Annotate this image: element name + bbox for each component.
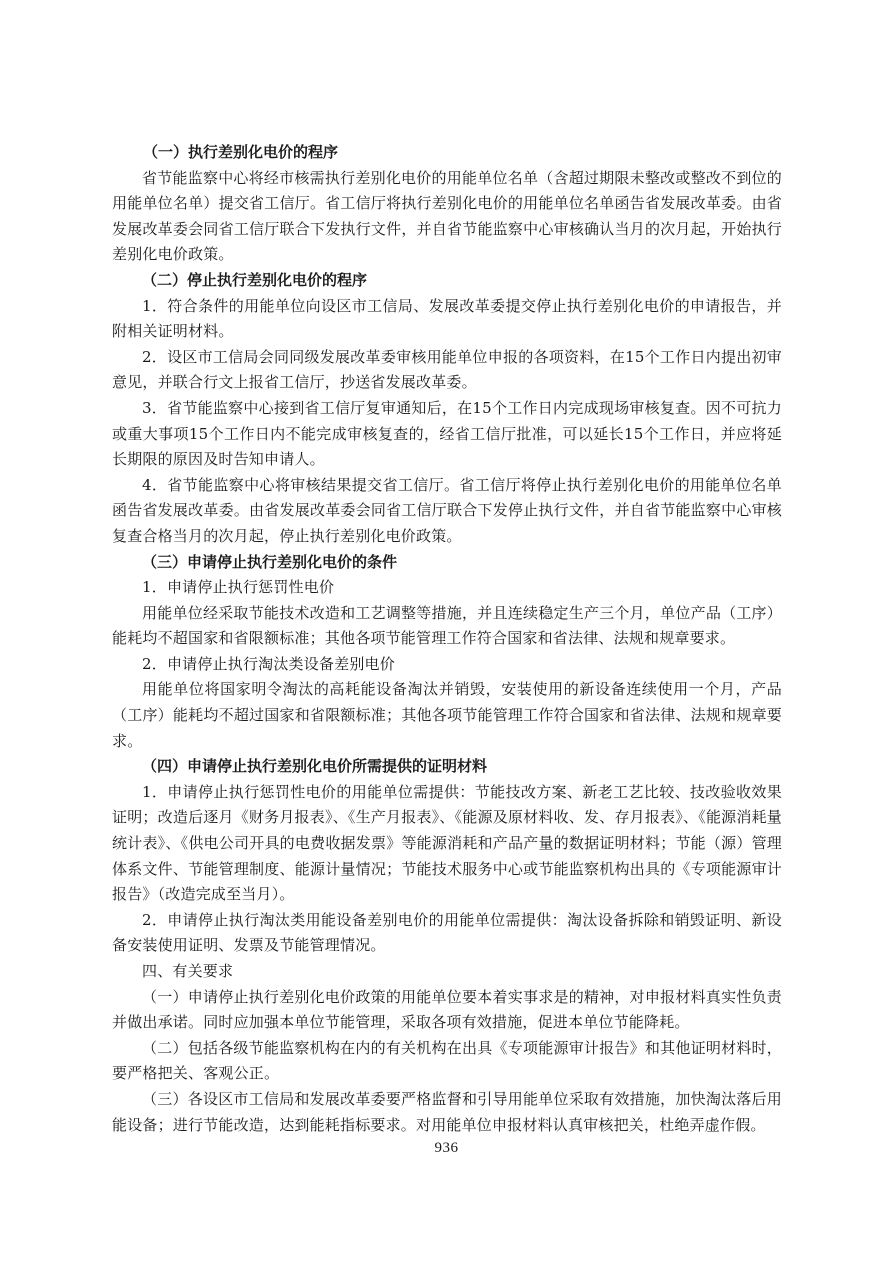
- paragraph: （一）申请停止执行差别化电价政策的用能单位要本着实事求是的精神，对申报材料真实性负责并做出承诺。同时应加强本单位节能管理，采取各项有效措施，促进本单位节能降耗。: [112, 987, 782, 1032]
- document-body: [112, 140, 782, 1138]
- paragraph: 用能单位经采取节能技术改造和工艺调整等措施，并且连续稳定生产三个月，单位产品（工序）能耗均不超国家和省限额标准；其他各项节能管理工作符合国家和省法律、法规和规章要求。: [112, 603, 782, 648]
- paragraph: 2．设区市工信局会同同级发展改革委审核用能单位申报的各项资料，在15个工作日内提出初审意见，并联合行文上报省工信厅，抄送省发展改革委。: [112, 347, 782, 392]
- paragraph: （三）各设区市工信局和发展改革委要严格监督和引导用能单位采取有效措施，加快淘汰落后用能设备；进行节能改造，达到能耗指标要求。对用能单位申报材料认真审核把关，杜绝弄虚作假。: [112, 1089, 782, 1134]
- section-heading-3: （三）申请停止执行差别化电价的条件: [142, 552, 398, 571]
- section-heading-2: （二）停止执行差别化电价的程序: [142, 270, 368, 289]
- section-heading-1: （一）执行差别化电价的程序: [143, 143, 339, 161]
- paragraph: 2．申请停止执行淘汰类设备差别电价: [142, 654, 395, 673]
- section-heading-requirements: 四、有关要求: [142, 962, 234, 980]
- paragraph: 1．申请停止执行惩罚性电价的用能单位需提供：节能技改方案、新老工艺比较、技改验收效果证明；改造后逐月《财务月报表》、《生产月报表》、《能源及原材料收、发、存月报表》、《能源消耗量统计表》、《供电公司开具的电费收据发票》等能源消耗和产品产量的数据证明材料；节能（源）管理体系文件、节能管理制度、能源计量情况；节能技术服务中心或节能监察机构出具的《专项能源审计报告》（改造完成至当月）。: [112, 782, 782, 904]
- page-number: 936: [434, 1140, 459, 1156]
- paragraph: （二）包括各级节能监察机构在内的有关机构在出具《专项能源审计报告》和其他证明材料时，要严格把关、客观公正。: [112, 1038, 782, 1083]
- paragraph: 4．省节能监察中心将审核结果提交省工信厅。省工信厅将停止执行差别化电价的用能单位名单函告省发展改革委。由省发展改革委会同省工信厅联合下发停止执行文件，并自省节能监察中心审核复查合格当月的次月起，停止执行差别化电价政策。: [112, 475, 782, 545]
- paragraph: 1．申请停止执行惩罚性电价: [142, 578, 335, 597]
- paragraph: 用能单位将国家明令淘汰的高耗能设备淘汰并销毁，安装使用的新设备连续使用一个月，产品（工序）能耗均不超过国家和省限额标准；其他各项节能管理工作符合国家和省法律、法规和规章要求。: [112, 680, 782, 750]
- paragraph: 省节能监察中心将经市核需执行差别化电价的用能单位名单（含超过期限未整改或整改不到位的用能单位名单）提交省工信厅。省工信厅将执行差别化电价的用能单位名单函告省发展改革委。由省发展改革委会同省工信厅联合下发执行文件，并自省节能监察中心审核确认当月的次月起，开始执行差别化电价政策。: [112, 168, 782, 264]
- paragraph: 3．省节能监察中心接到省工信厅复审通知后，在15个工作日内完成现场审核复查。因不可抗力或重大事项15个工作日内不能完成审核复查的，经省工信厅批准，可以延长15个工作日，并应将延长期限的原因及时告知申请人。: [112, 398, 782, 469]
- section-heading-4: （四）申请停止执行差别化电价所需提供的证明材料: [142, 757, 488, 776]
- paragraph: 1．符合条件的用能单位向设区市工信局、发展改革委提交停止执行差别化电价的申请报告，并附相关证明材料。: [112, 296, 782, 341]
- paragraph: 2．申请停止执行淘汰类用能设备差别电价的用能单位需提供：淘汰设备拆除和销毁证明、新设备安装使用证明、发票及节能管理情况。: [112, 910, 782, 955]
